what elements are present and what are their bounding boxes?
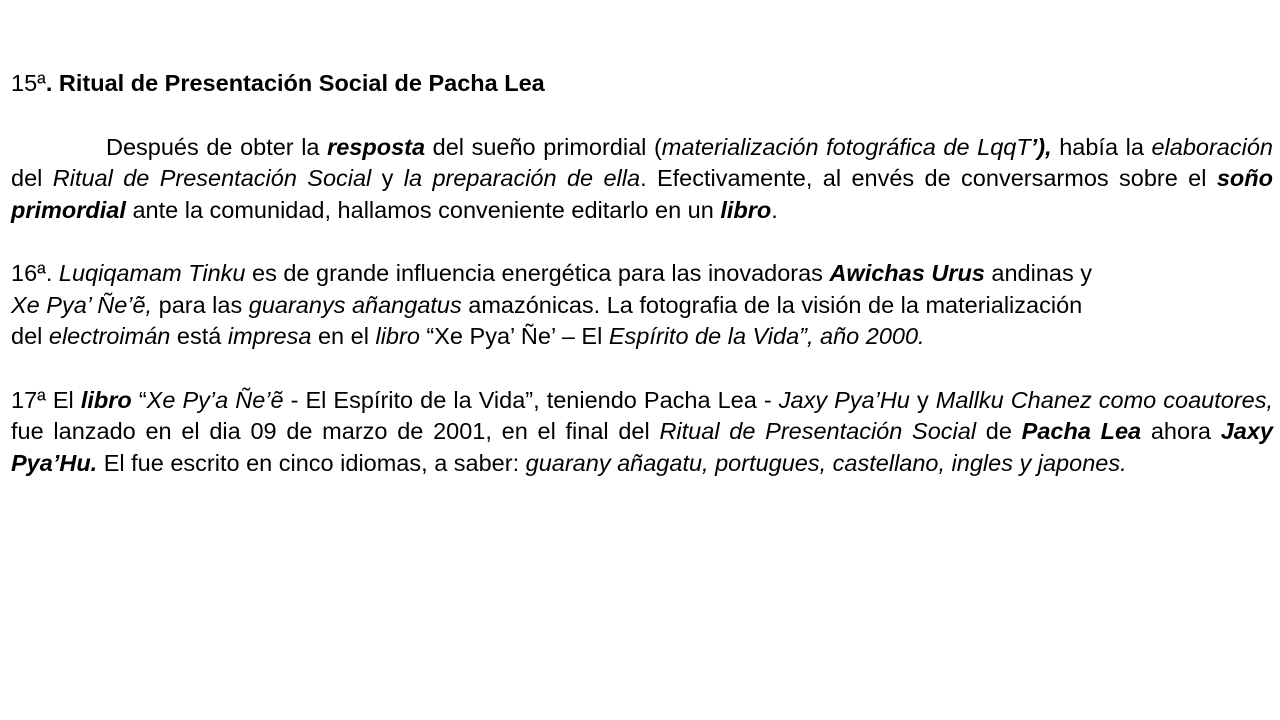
section-16-paragraph — [11, 258, 1273, 353]
text-run: es de grande influencia energética para las inovadoras — [245, 260, 830, 286]
emphasis-run: soño primordial — [11, 165, 1273, 223]
text-run: del — [11, 323, 49, 349]
italic-run: electroimán — [48, 323, 171, 349]
italic-run: Espírito de la Vida”, año 2000. — [608, 323, 925, 349]
text-run: del sueño primordial ( — [425, 133, 662, 160]
section-15-heading — [11, 68, 1273, 100]
text-run: “ — [131, 386, 147, 413]
italic-run: Luqiqamam Tinku — [58, 260, 246, 286]
emphasis-run: Pacha Lea — [1021, 418, 1142, 444]
emphasis-run: libro — [720, 196, 772, 223]
paragraph-gap — [11, 100, 1273, 132]
italic-run: Xe Pya’ Ñe’ẽ, — [11, 291, 153, 318]
emphasis-run: ’), — [1030, 133, 1052, 160]
text-run: y — [909, 386, 936, 413]
paragraph-line — [11, 290, 1273, 322]
emphasis-run: Awichas Urus — [829, 260, 985, 286]
section-17-paragraph — [11, 385, 1273, 480]
text-run: en el — [311, 323, 376, 349]
emphasis-run: libro — [80, 386, 132, 413]
paragraph-gap — [11, 226, 1273, 258]
text-run: ahora — [1141, 418, 1221, 444]
emphasis-run: Jaxy Pya’Hu. — [11, 418, 1273, 476]
italic-run: materialización fotográfica de LqqT — [661, 133, 1031, 160]
slide-text-body — [11, 68, 1273, 479]
italic-run: guaranys añangatus — [248, 291, 462, 318]
emphasis-run: resposta — [327, 133, 426, 160]
paragraph-line — [11, 321, 1273, 353]
italic-run: Ritual de Presentación Social — [52, 165, 372, 191]
text-run: - El Espírito de la Vida”, teniendo Pacha Lea - — [283, 386, 779, 413]
text-run: El fue escrito en cinco idiomas, a saber: — [97, 449, 526, 476]
text-run: de — [976, 418, 1022, 444]
heading-number: 15ª — [11, 70, 46, 96]
italic-run: libro — [375, 323, 420, 349]
text-run: y — [371, 165, 404, 191]
text-run: había la — [1051, 133, 1152, 160]
text-run: para las — [152, 291, 249, 318]
italic-run: Xe Py’a Ñe’ẽ — [146, 386, 284, 413]
italic-run: Mallku Chanez como coautores, — [935, 386, 1274, 413]
text-run: 17ª El — [11, 386, 81, 413]
italic-run: Jaxy Pya’Hu — [778, 386, 910, 413]
text-run: ante la comunidad, hallamos conveniente editarlo en un — [125, 196, 721, 223]
italic-run: la preparación de ella — [403, 165, 641, 191]
heading-title: . Ritual de Presentación Social de Pacha Lea — [45, 70, 545, 96]
text-run: andinas y — [984, 260, 1093, 286]
text-run: amazónicas. La fotografia de la visión de la materialización — [461, 291, 1083, 318]
text-run: . Efectivamente, al envés de conversarmos sobre el — [640, 165, 1217, 191]
italic-run: elaboración — [1151, 133, 1273, 160]
text-run: 16ª. — [11, 260, 59, 286]
text-run: “Xe Pya’ Ñe’ – El — [419, 323, 609, 349]
italic-run: impresa — [227, 323, 312, 349]
text-run: del — [11, 165, 53, 191]
paragraph-line — [11, 258, 1273, 290]
italic-run: guarany añagatu, portugues, castellano, ingles y japones. — [525, 449, 1127, 476]
text-run: . — [771, 196, 778, 223]
section-15-paragraph — [11, 132, 1273, 227]
text-run: está — [170, 323, 228, 349]
paragraph-gap — [11, 353, 1273, 385]
text-run: fue lanzado en el dia 09 de marzo de 2001, en el final del — [11, 418, 660, 444]
italic-run: Ritual de Presentación Social — [659, 418, 977, 444]
text-run: Después de obter la — [106, 133, 328, 160]
